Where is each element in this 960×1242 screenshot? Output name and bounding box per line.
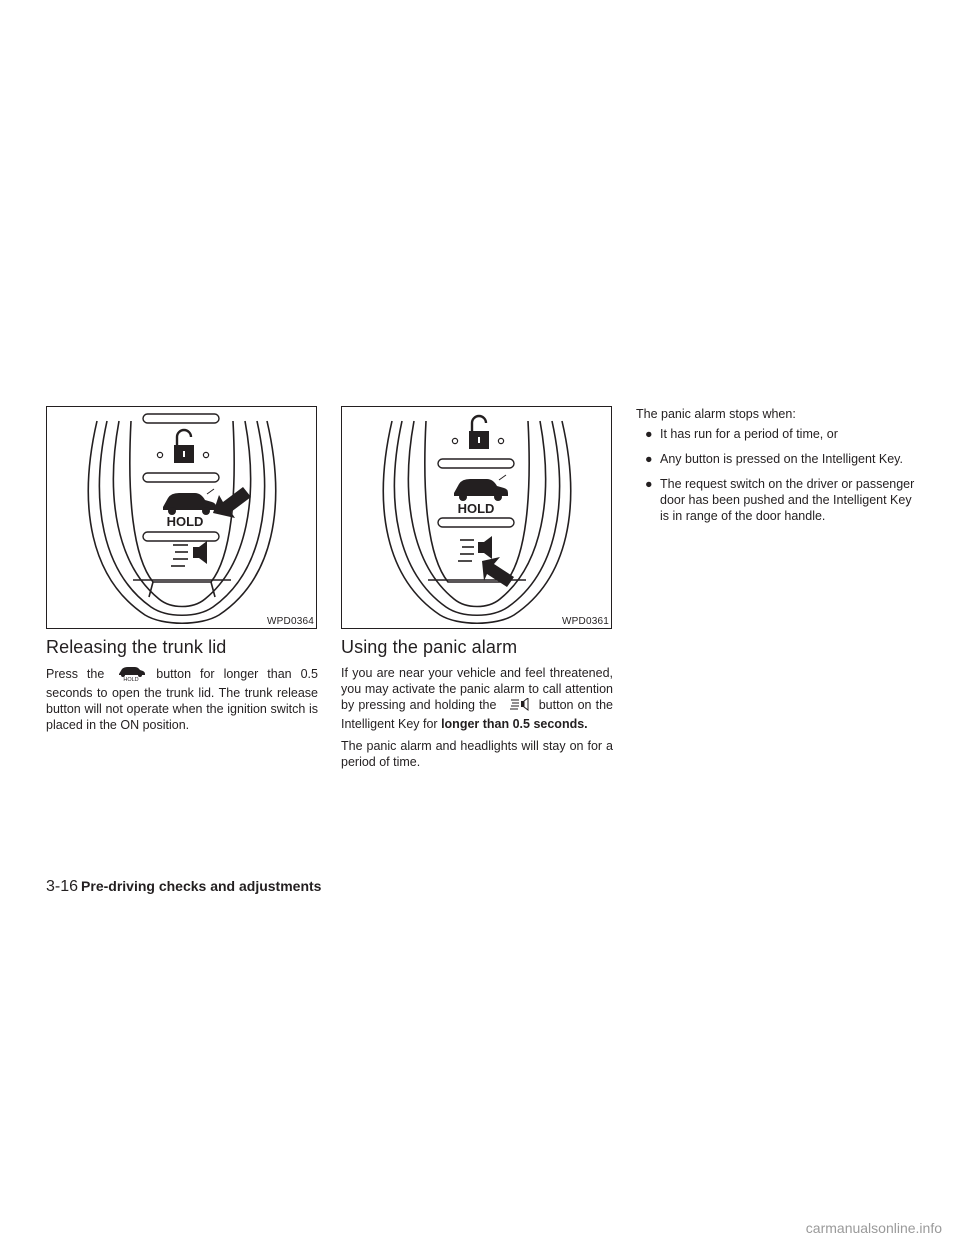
panic-horn-icon	[171, 541, 207, 566]
panic-button-icon	[501, 698, 535, 716]
indicator-dot-icon	[498, 438, 503, 443]
list-item: ● It has run for a period of time, or	[645, 427, 838, 441]
trunk-release-paragraph: Press the HOLD button for longer than 0.5 seconds to open the trunk lid. The trunk release button will not operate when the ignition switch is placed in the ON position.	[46, 667, 318, 732]
trunk-car-icon	[454, 475, 508, 501]
hold-label: HOLD	[166, 514, 204, 529]
trunk-hold-button-icon	[113, 665, 147, 685]
figure-code: WPD0364	[263, 616, 316, 628]
trunk-release-section	[46, 636, 318, 739]
trunk-release-figure	[46, 406, 317, 629]
bullet-icon: ●	[645, 427, 653, 441]
panic-alarm-figure	[341, 406, 612, 629]
indicator-dot-icon	[203, 452, 208, 457]
chapter-title: Pre-driving checks and adjustments	[81, 878, 322, 894]
intelligent-key-illustration	[342, 407, 611, 628]
panic-alarm-paragraph: If you are near your vehicle and feel threatened, you may activate the panic alarm to call attention by pressing and holding the button on the Intelligent Key for longer than 0.5 seconds.	[341, 666, 613, 731]
hold-label: HOLD	[457, 501, 495, 516]
list-item: ● The request switch on the driver or passenger door has been pushed and the Intelligent Key is in range of the door handle.	[645, 477, 915, 523]
panic-alarm-section	[341, 636, 613, 776]
unlock-icon	[174, 430, 194, 463]
svg-text:HOLD: HOLD	[123, 677, 139, 681]
bullet-icon: ●	[645, 477, 653, 491]
unlock-icon	[469, 416, 489, 449]
trunk-car-icon	[163, 489, 216, 515]
list-item: ● Any button is pressed on the Intelligent Key.	[645, 452, 903, 466]
indicator-dot-icon	[157, 452, 162, 457]
bullet-icon: ●	[645, 452, 653, 466]
intelligent-key-illustration	[47, 407, 316, 628]
stops-intro: The panic alarm stops when:	[636, 407, 796, 421]
section-heading: Using the panic alarm	[341, 637, 518, 657]
section-heading: Releasing the trunk lid	[46, 637, 227, 657]
page-number: 3-16	[46, 878, 79, 895]
panic-alarm-stops-section	[636, 406, 916, 533]
page-footer	[46, 876, 321, 897]
figure-code: WPD0361	[558, 616, 611, 628]
panic-alarm-duration-paragraph: The panic alarm and headlights will stay on for a period of time.	[341, 739, 613, 769]
panic-horn-icon	[458, 536, 492, 561]
watermark: carmanualsonline.info	[805, 1220, 942, 1236]
indicator-dot-icon	[452, 438, 457, 443]
stops-list	[636, 426, 916, 524]
